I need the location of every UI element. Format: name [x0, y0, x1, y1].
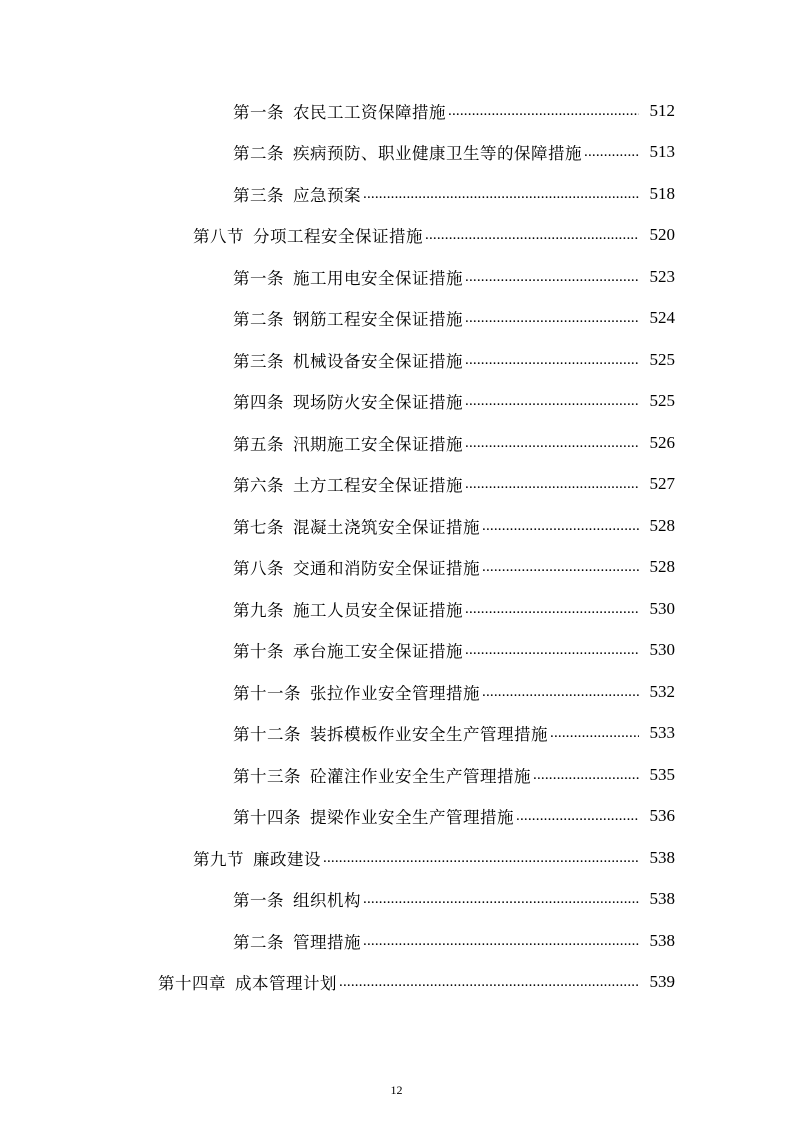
toc-entry-number: 第二条 — [233, 144, 284, 164]
toc-leader-dots — [363, 931, 639, 951]
toc-entry-title: 疾病预防、职业健康卫生等的保障措施 — [293, 144, 582, 164]
toc-entry[interactable] — [0, 713, 793, 755]
toc-entry-title: 交通和消防安全保证措施 — [293, 559, 480, 579]
toc-leader-dots — [448, 101, 639, 121]
toc-entry-page: 523 — [649, 266, 675, 286]
toc-entry-page: 536 — [649, 806, 675, 826]
toc-entry-page: 520 — [649, 225, 675, 245]
toc-entry[interactable] — [0, 90, 793, 132]
toc-entry[interactable] — [0, 754, 793, 796]
toc-entry-title: 土方工程安全保证措施 — [293, 476, 463, 496]
toc-entry-page: 527 — [649, 474, 675, 494]
toc-leader-dots — [363, 889, 639, 909]
toc-entry[interactable] — [0, 339, 793, 381]
toc-entry-title: 装拆模板作业安全生产管理措施 — [310, 725, 548, 745]
toc-leader-dots — [465, 433, 639, 453]
toc-entry-number: 第一条 — [233, 102, 284, 122]
toc-entry-number: 第七条 — [233, 517, 284, 537]
table-of-contents — [0, 90, 793, 1003]
toc-leader-dots — [584, 142, 639, 162]
toc-entry[interactable] — [0, 256, 793, 298]
toc-entry-page: 526 — [649, 432, 675, 452]
toc-entry-page: 525 — [649, 349, 675, 369]
toc-entry-page: 518 — [649, 183, 675, 203]
toc-entry-title: 提梁作业安全生产管理措施 — [310, 808, 514, 828]
toc-entry[interactable] — [0, 422, 793, 464]
toc-leader-dots — [465, 308, 639, 328]
toc-entry-page: 525 — [649, 391, 675, 411]
toc-leader-dots — [465, 391, 639, 411]
toc-entry-title: 应急预案 — [293, 185, 361, 205]
toc-entry-number: 第九条 — [233, 600, 284, 620]
toc-entry-title: 砼灌注作业安全生产管理措施 — [310, 766, 531, 786]
toc-entry-number: 第十条 — [233, 642, 284, 662]
toc-entry-number: 第二条 — [233, 932, 284, 952]
toc-entry-page: 532 — [649, 681, 675, 701]
toc-entry[interactable] — [0, 630, 793, 672]
toc-entry-title: 施工用电安全保证措施 — [293, 268, 463, 288]
toc-leader-dots — [482, 682, 639, 702]
toc-entry-number: 第三条 — [233, 351, 284, 371]
toc-entry-number: 第二条 — [233, 310, 284, 330]
toc-leader-dots — [425, 225, 639, 245]
toc-entry-number: 第十一条 — [233, 683, 301, 703]
toc-entry[interactable] — [0, 173, 793, 215]
toc-entry[interactable] — [0, 215, 793, 257]
toc-leader-dots — [465, 640, 639, 660]
toc-entry-page: 530 — [649, 598, 675, 618]
toc-entry[interactable] — [0, 962, 793, 1004]
toc-leader-dots — [533, 765, 639, 785]
toc-entry-title: 钢筋工程安全保证措施 — [293, 310, 463, 330]
toc-entry-title: 承台施工安全保证措施 — [293, 642, 463, 662]
toc-leader-dots — [339, 972, 639, 992]
toc-entry-title: 组织机构 — [293, 891, 361, 911]
toc-entry-title: 混凝土浇筑安全保证措施 — [293, 517, 480, 537]
toc-leader-dots — [465, 267, 639, 287]
toc-entry[interactable] — [0, 547, 793, 589]
toc-entry-number: 第十四章 — [158, 974, 226, 994]
toc-leader-dots — [550, 723, 639, 743]
toc-entry-number: 第十四条 — [233, 808, 301, 828]
toc-leader-dots — [363, 184, 639, 204]
toc-leader-dots — [482, 516, 639, 536]
toc-leader-dots — [516, 806, 639, 826]
toc-entry[interactable] — [0, 796, 793, 838]
toc-leader-dots — [465, 350, 639, 370]
toc-entry-number: 第四条 — [233, 393, 284, 413]
toc-entry-number: 第一条 — [233, 891, 284, 911]
toc-entry-number: 第八节 — [193, 227, 244, 247]
toc-entry-page: 538 — [649, 847, 675, 867]
toc-entry-number: 第十二条 — [233, 725, 301, 745]
toc-entry-page: 538 — [649, 930, 675, 950]
toc-entry[interactable] — [0, 671, 793, 713]
toc-entry-number: 第十三条 — [233, 766, 301, 786]
toc-entry-number: 第一条 — [233, 268, 284, 288]
toc-entry-page: 530 — [649, 640, 675, 660]
toc-leader-dots — [323, 848, 639, 868]
toc-entry-page: 528 — [649, 557, 675, 577]
toc-entry-title: 分项工程安全保证措施 — [253, 227, 423, 247]
toc-entry-page: 528 — [649, 515, 675, 535]
toc-entry-page: 524 — [649, 308, 675, 328]
toc-entry-number: 第八条 — [233, 559, 284, 579]
toc-entry-page: 513 — [649, 142, 675, 162]
toc-entry[interactable] — [0, 879, 793, 921]
toc-entry-title: 汛期施工安全保证措施 — [293, 434, 463, 454]
toc-entry-page: 533 — [649, 723, 675, 743]
toc-entry-title: 管理措施 — [293, 932, 361, 952]
toc-entry[interactable] — [0, 132, 793, 174]
toc-entry[interactable] — [0, 505, 793, 547]
toc-entry-title: 成本管理计划 — [235, 974, 337, 994]
toc-entry-title: 施工人员安全保证措施 — [293, 600, 463, 620]
toc-entry[interactable] — [0, 381, 793, 423]
page-number: 12 — [390, 1083, 403, 1097]
toc-entry-page: 538 — [649, 889, 675, 909]
toc-leader-dots — [465, 474, 639, 494]
toc-entry-title: 农民工工资保障措施 — [293, 102, 446, 122]
toc-leader-dots — [465, 599, 639, 619]
toc-entry-title: 廉政建设 — [253, 849, 321, 869]
toc-entry-page: 535 — [649, 764, 675, 784]
toc-entry-title: 机械设备安全保证措施 — [293, 351, 463, 371]
toc-entry-number: 第六条 — [233, 476, 284, 496]
toc-entry[interactable] — [0, 588, 793, 630]
toc-entry-page: 539 — [649, 972, 675, 992]
toc-entry[interactable] — [0, 464, 793, 506]
toc-entry-title: 张拉作业安全管理措施 — [310, 683, 480, 703]
toc-entry-number: 第三条 — [233, 185, 284, 205]
toc-entry-number: 第五条 — [233, 434, 284, 454]
toc-entry-number: 第九节 — [193, 849, 244, 869]
toc-entry-title: 现场防火安全保证措施 — [293, 393, 463, 413]
toc-entry[interactable] — [0, 837, 793, 879]
toc-entry-page: 512 — [649, 100, 675, 120]
toc-entry[interactable] — [0, 298, 793, 340]
toc-leader-dots — [482, 557, 639, 577]
toc-entry[interactable] — [0, 920, 793, 962]
